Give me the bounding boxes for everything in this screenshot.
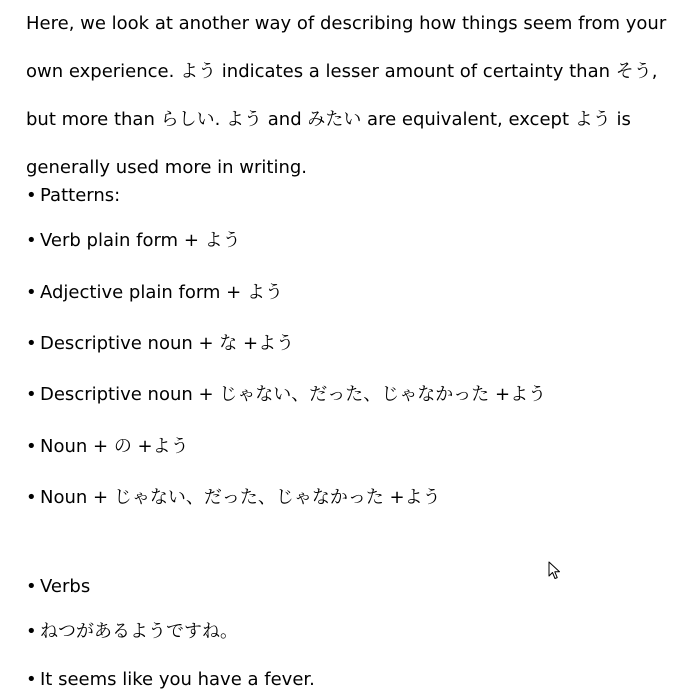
bullet-dot: •: [26, 576, 37, 597]
bullet-item-descriptive-noun-na: [26, 332, 294, 356]
bullet-item-example-english: [26, 668, 315, 692]
mouse-pointer-icon: [548, 561, 562, 581]
bullet-dot: •: [26, 333, 37, 354]
bullet-item-patterns: [26, 184, 120, 208]
bullet-item-verbs: [26, 575, 90, 599]
intro-paragraph: Here, we look at another way of describing how things seem from your own experience. よう indicates a lesser amount of certainty than そう, but more than らしい. よう and みたい are equivalent, except よう is generally used more in writing.: [26, 13, 667, 178]
bullet-dot: •: [26, 487, 37, 508]
bullet-item-verb-pattern: [26, 229, 241, 253]
bullet-dot: •: [26, 230, 37, 251]
bullet-text: Noun + の +よう: [40, 436, 189, 457]
bullet-dot: •: [26, 669, 37, 690]
bullet-dot: •: [26, 185, 37, 206]
bullet-text: Verb plain form + よう: [40, 230, 241, 251]
bullet-item-adjective-pattern: [26, 281, 283, 305]
bullet-dot: •: [26, 436, 37, 457]
bullet-item-noun-no: [26, 435, 189, 459]
bullet-text: Descriptive noun + な +よう: [40, 333, 295, 354]
bullet-item-example-japanese: [26, 620, 238, 644]
bullet-text: Verbs: [40, 576, 91, 597]
bullet-text: It seems like you have a fever.: [40, 669, 315, 690]
bullet-text: Patterns:: [40, 185, 121, 206]
bullet-item-noun-forms: [26, 486, 441, 510]
bullet-item-descriptive-noun-forms: [26, 383, 546, 407]
bullet-dot: •: [26, 384, 37, 405]
bullet-dot: •: [26, 621, 37, 642]
bullet-text: ねつがあるようですね。: [40, 621, 238, 642]
bullet-text: Adjective plain form + よう: [40, 282, 283, 303]
bullet-text: Descriptive noun + じゃない、だった、じゃなかった +よう: [40, 384, 547, 405]
bullet-dot: •: [26, 282, 37, 303]
bullet-text: Noun + じゃない、だった、じゃなかった +よう: [40, 487, 441, 508]
